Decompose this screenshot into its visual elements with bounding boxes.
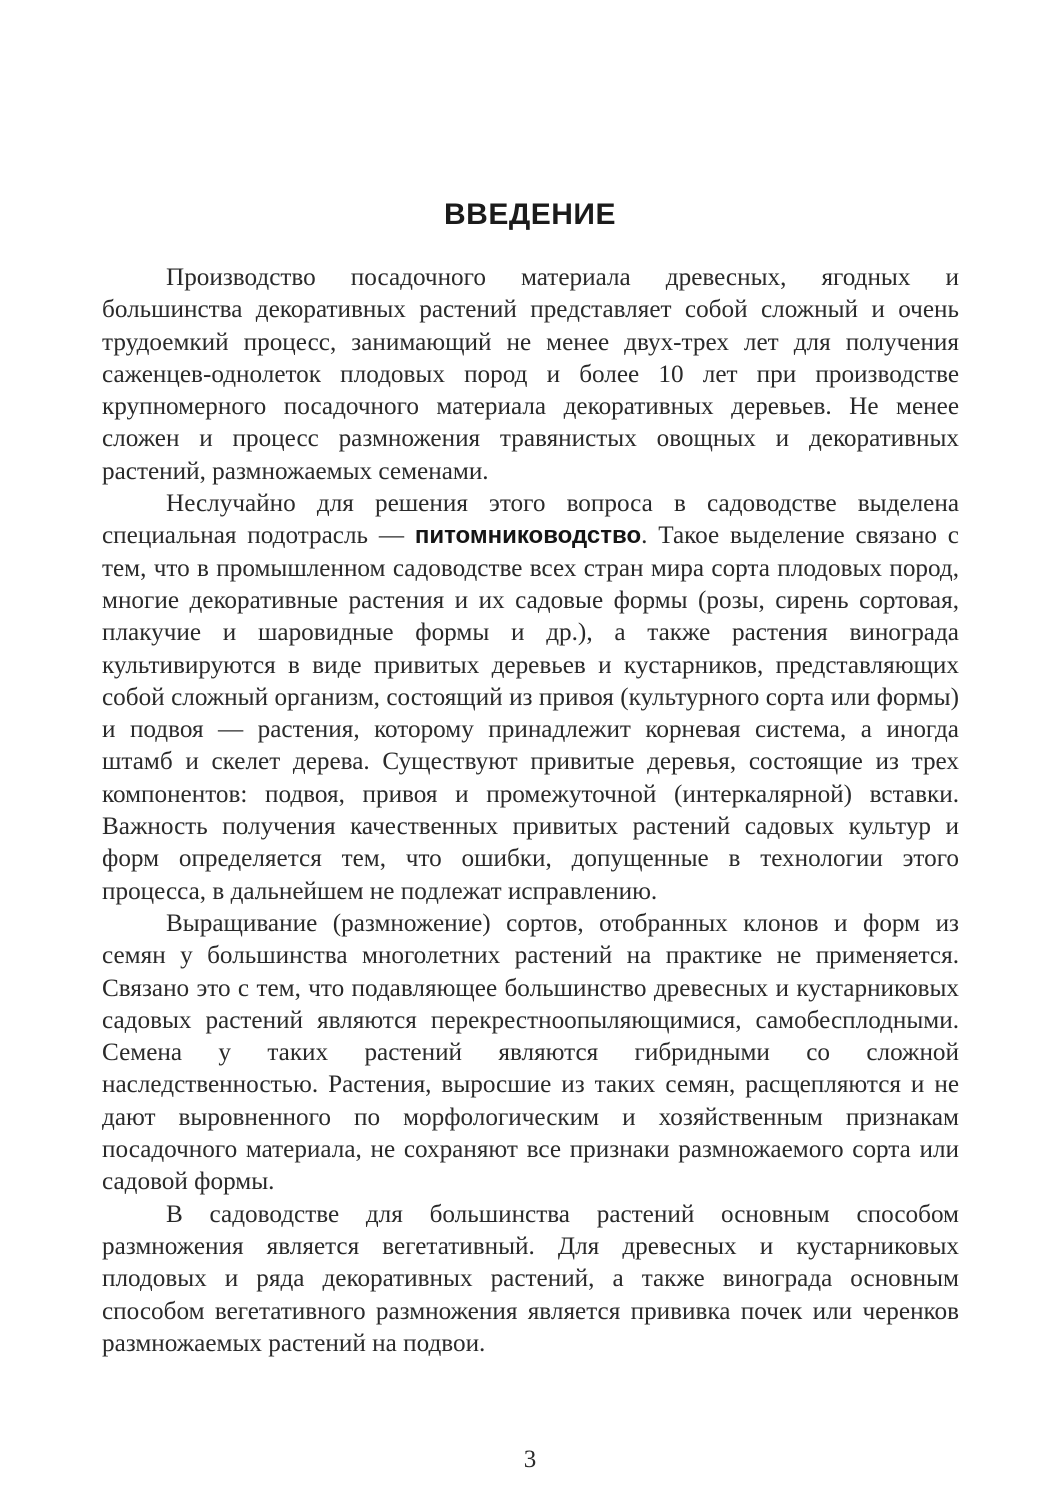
page-number: 3 xyxy=(523,1446,537,1473)
paragraph-1: Производство посадочного материала древесных, ягодных и большинства декоративных растений представляет собой сложный и очень трудоемкий процесс, занимающий не менее двух-трех лет для получения саженцев-однолеток плодовых пород и более 10 лет при производстве крупномерного посадочного материала декоративных деревьев. Не менее сложен и процесс размножения травянистых овощных и декоративных растений, размножаемых семенами. xyxy=(102,264,959,485)
body-text xyxy=(102,262,959,1360)
chapter-title: ВВЕДЕНИЕ xyxy=(444,198,616,231)
paragraph-4: В садоводстве для большинства растений основным способом размножения является вегетативный. Для древесных и кустарниковых плодовых и ряда декоративных растений, а также винограда основным способом вегетативного размножения является прививка почек или черенков размножаемых растений на подвои. xyxy=(102,1200,959,1357)
paragraph-2-end: . Такое выделение связано с тем, что в промышленном садоводстве всех стран мира сорта плодовых пород, многие декоративные растения и их садовые формы (розы, сирень сортовая, плакучие и шаровидные формы и др.), а также растения винограда культивируются в виде привитых деревьев и кустарников, представляющих собой сложный организм, состоящий из привоя (культурного сорта или формы) и подвоя — растения, которому принадлежит корневая система, а иногда штамб и скелет дерева. Существуют привитые деревья, состоящие из трех компонентов: подвоя, привоя и промежуточной (интеркалярной) вставки. Важность получения качественных привитых растений садовых культур и форм определяется тем, что ошибки, допущенные в технологии этого процесса, в дальнейшем не подлежат исправлению. xyxy=(102,522,959,905)
paragraph-3: Выращивание (размножение) сортов, отобранных клонов и форм из семян у большинства многолетних растений на практике не применяется. Связано это с тем, что подавляющее большинство древесных и кустарниковых садовых растений являются перекрестноопыляющимися, самобесплодными. Семена у таких растений являются гибридными со сложной наследственностью. Растения, выросшие из таких семян, расщепляются и не дают выровненного по морфологическим и хозяйственным признакам посадочного материала, не сохраняют все признаки размножаемого сорта или садовой формы. xyxy=(102,909,959,1196)
paragraph-2 xyxy=(102,488,959,908)
key-term: питомниководство xyxy=(414,522,642,550)
paragraph-2-start: Неслучайно для решения этого вопроса в садоводстве выделена специальная подотрасль — xyxy=(102,490,959,550)
